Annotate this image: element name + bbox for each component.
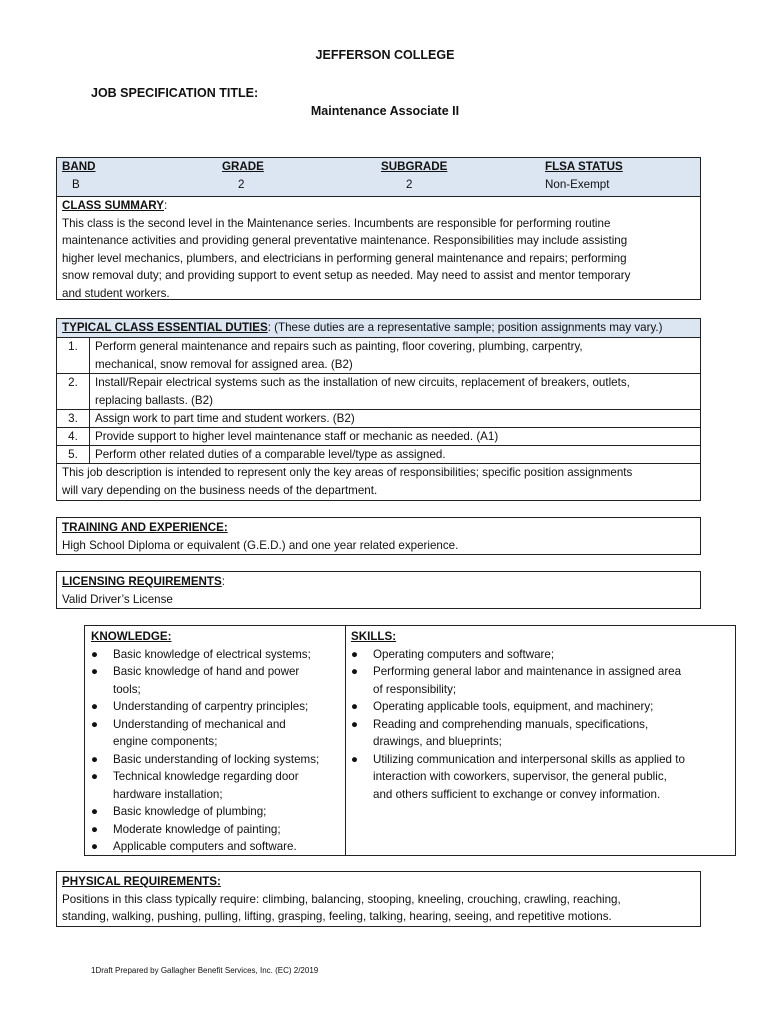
bullet-icon: ● bbox=[91, 700, 99, 713]
knowledge-item: ● Applicable computers and software. bbox=[91, 838, 341, 856]
duty-row: 1. Perform general maintenance and repairs such as painting, floor covering, plumbing, carpentry, mechanical, snow removal for assigned area. (B2) bbox=[57, 338, 700, 374]
bullet-icon: ● bbox=[91, 717, 99, 731]
knowledge-item: ● Technical knowledge regarding door hardware installation; bbox=[91, 770, 299, 801]
summary-line: snow removal duty; and providing support to event setup as needed. May need to assist and mentor temporary bbox=[62, 269, 631, 282]
footer-note: 1Draft Prepared by Gallagher Benefit Services, Inc. (EC) 2/2019 bbox=[91, 966, 319, 975]
column-divider bbox=[345, 626, 346, 855]
job-spec-title: Maintenance Associate II bbox=[310, 104, 460, 118]
bullet-icon: ● bbox=[91, 770, 99, 783]
bullet-icon: ● bbox=[351, 665, 359, 678]
bullet-icon: ● bbox=[351, 752, 359, 766]
flsa-status-value: Non-Exempt bbox=[545, 178, 610, 191]
skills-column bbox=[351, 628, 731, 803]
knowledge-item: ● Moderate knowledge of painting; bbox=[91, 821, 341, 839]
physical-heading: PHYSICAL REQUIREMENTS: bbox=[62, 875, 221, 888]
summary-line: higher level mechanics, plumbers, and electricians in performing general maintenance and repairs; performing bbox=[62, 251, 627, 265]
band-value: B bbox=[72, 178, 80, 191]
band-header: BAND bbox=[62, 160, 96, 173]
bullet-icon: ● bbox=[91, 665, 99, 678]
bullet-icon: ● bbox=[351, 647, 359, 661]
subgrade-header: SUBGRADE bbox=[381, 160, 448, 173]
summary-line: maintenance activities and providing general preventative maintenance. Responsibilities may include assisting bbox=[62, 234, 628, 247]
bullet-icon: ● bbox=[91, 822, 99, 836]
duties-box bbox=[56, 318, 701, 501]
skill-item: ● Operating computers and software; bbox=[351, 646, 731, 664]
band-summary-box bbox=[56, 157, 701, 300]
bullet-icon: ● bbox=[91, 647, 99, 661]
summary-line: and student workers. bbox=[62, 286, 170, 300]
summary-line: This class is the second level in the Maintenance series. Incumbents are responsible for performing routine bbox=[62, 216, 611, 230]
knowledge-item: ● Basic knowledge of plumbing; bbox=[91, 803, 341, 821]
knowledge-item: ● Understanding of mechanical and engine components; bbox=[91, 717, 286, 748]
skill-item: ● Utilizing communication and interpersonal skills as applied to interaction with coworkers, supervisor, the general public, and others sufficient to exchange or convey information. bbox=[351, 752, 685, 801]
bullet-icon: ● bbox=[351, 700, 359, 713]
bullet-icon: ● bbox=[91, 805, 99, 818]
knowledge-heading: KNOWLEDGE: bbox=[91, 630, 172, 643]
physical-line: Positions in this class typically require: climbing, balancing, stooping, kneeling, crouching, crawling, reaching, bbox=[62, 892, 621, 906]
grade-header: GRADE bbox=[222, 160, 264, 173]
grade-value: 2 bbox=[238, 178, 245, 191]
duties-heading: TYPICAL CLASS ESSENTIAL DUTIES: (These duties are a representative sample; position assignments may vary.) bbox=[57, 319, 700, 338]
knowledge-item: ● Understanding of carpentry principles; bbox=[91, 698, 341, 716]
duties-note: This job description is intended to represent only the key areas of responsibilities; specific position assignments will vary depending on the business needs of the department. bbox=[62, 466, 633, 497]
physical-line: standing, walking, pushing, pulling, lifting, grasping, feeling, talking, hearing, seeing, and repetitive motions. bbox=[62, 910, 612, 923]
duty-row: 5. Perform other related duties of a comparable level/type as assigned. bbox=[57, 446, 700, 464]
training-heading: TRAINING AND EXPERIENCE: bbox=[62, 521, 228, 534]
band-table-header bbox=[57, 158, 700, 197]
duty-number: 3. bbox=[57, 410, 90, 427]
duty-row: 2. Install/Repair electrical systems such as the installation of new circuits, replacement of breakers, outlets, replacing ballasts. (B2) bbox=[57, 374, 700, 410]
bullet-icon: ● bbox=[91, 752, 99, 766]
duty-number: 1. bbox=[57, 338, 90, 373]
training-text: High School Diploma or equivalent (G.E.D.) and one year related experience. bbox=[62, 538, 459, 552]
job-spec-label: JOB SPECIFICATION TITLE: bbox=[91, 86, 259, 100]
duty-number: 5. bbox=[57, 446, 90, 463]
skill-item: ● Operating applicable tools, equipment, and machinery; bbox=[351, 698, 731, 716]
class-summary: CLASS SUMMARY: This class is the second level in the Maintenance series. Incumbents are responsible for performing routine maintenance activities and providing general preventative maintenance. Responsibilities may include assisting higher level mechanics, plumbers, and electricians in performing general maintenance and repairs; performing snow removal duty; and providing support to event setup as needed. May need to assist and mentor temporary and student workers. bbox=[62, 197, 694, 302]
bullet-icon: ● bbox=[91, 840, 99, 853]
skill-item: ● Performing general labor and maintenance in assigned area of responsibility; bbox=[351, 665, 682, 696]
licensing-heading: LICENSING REQUIREMENTS bbox=[62, 575, 222, 588]
duty-number: 4. bbox=[57, 428, 90, 445]
knowledge-column bbox=[91, 628, 341, 856]
subgrade-value: 2 bbox=[406, 178, 413, 191]
knowledge-item: ● Basic understanding of locking systems; bbox=[91, 751, 341, 769]
physical-requirements-box bbox=[56, 871, 701, 927]
training-box bbox=[56, 517, 701, 555]
knowledge-skills-box bbox=[84, 625, 736, 856]
licensing-box: LICENSING REQUIREMENTS: Valid Driver’s License bbox=[56, 571, 701, 609]
flsa-status-header: FLSA STATUS bbox=[545, 160, 623, 173]
skill-item: ● Reading and comprehending manuals, specifications, drawings, and blueprints; bbox=[351, 717, 649, 748]
class-summary-heading: CLASS SUMMARY bbox=[62, 199, 164, 212]
skills-heading: SKILLS: bbox=[351, 630, 397, 643]
bullet-icon: ● bbox=[351, 717, 359, 731]
duty-row: 4. Provide support to higher level maintenance staff or mechanic as needed. (A1) bbox=[57, 428, 700, 446]
knowledge-item: ● Basic knowledge of hand and power tools; bbox=[91, 665, 300, 696]
duty-row: 3. Assign work to part time and student workers. (B2) bbox=[57, 410, 700, 428]
college-name: JEFFERSON COLLEGE bbox=[315, 48, 455, 62]
duty-number: 2. bbox=[57, 374, 90, 409]
knowledge-item: ● Basic knowledge of electrical systems; bbox=[91, 646, 341, 664]
licensing-text: Valid Driver’s License bbox=[62, 592, 173, 606]
